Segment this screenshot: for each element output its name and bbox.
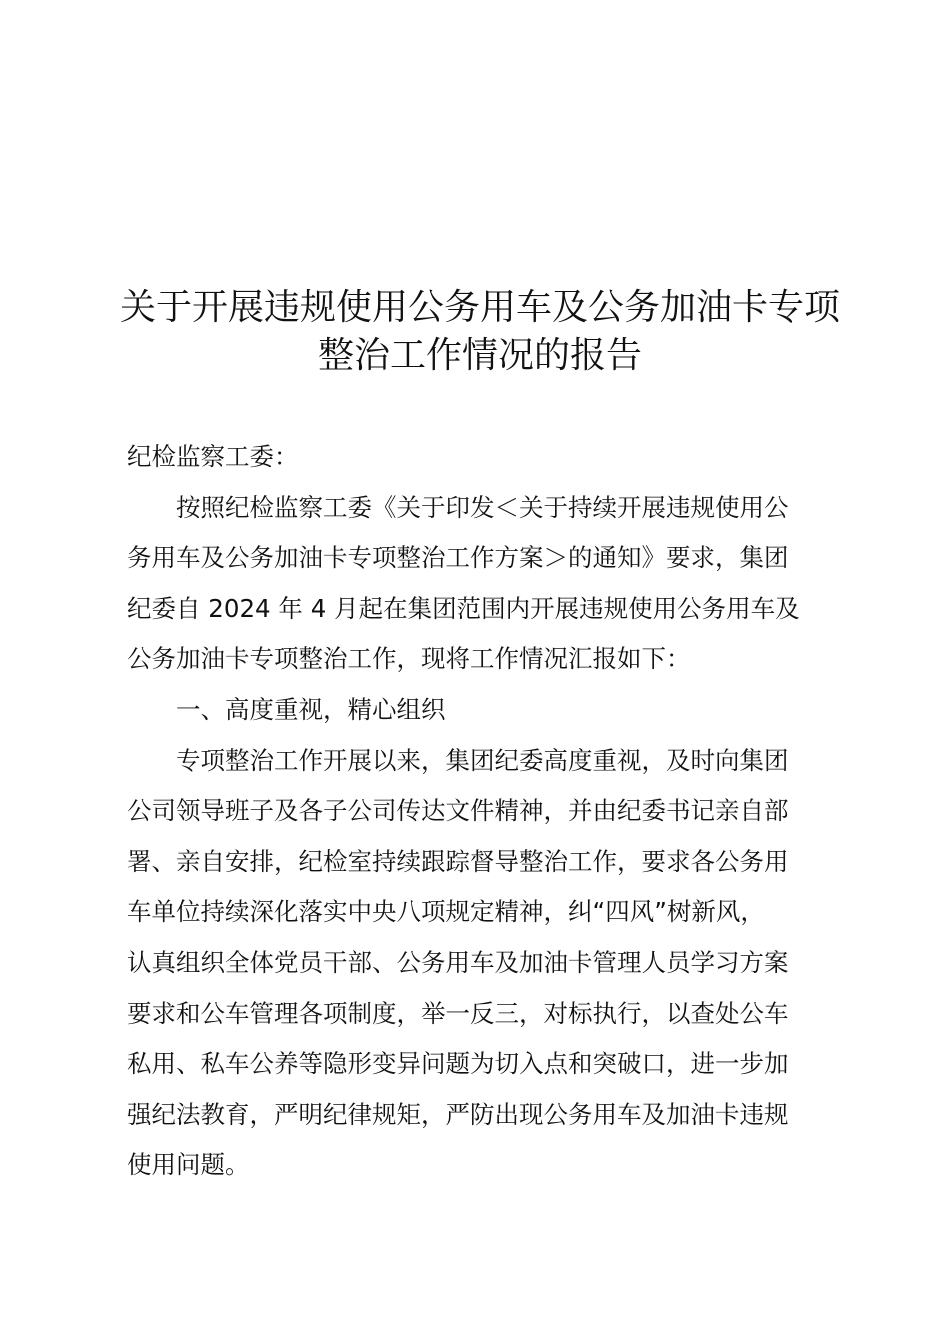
paragraph-line: 私用、私车公养等隐形变异问题为切入点和突破口，进一步加: [127, 1049, 789, 1079]
paragraph-line: 要求和公车管理各项制度，举一反三，对标执行，以查处公车: [127, 998, 789, 1028]
paragraph-line: 公务加油卡专项整治工作，现将工作情况汇报如下：: [127, 644, 691, 674]
paragraph-intro: [127, 483, 835, 685]
paragraph-line: 车单位持续深化落实中央八项规定精神，纠“四风”树新风，: [127, 897, 765, 927]
title-line-1: 关于开展违规使用公务用车及公务加油卡专项: [119, 287, 840, 328]
section-heading-1: [127, 685, 835, 736]
title-line-2: 整治工作情况的报告: [317, 335, 642, 376]
paragraph-line: 务用车及公务加油卡专项整治工作方案＞的通知》要求，集团: [127, 543, 789, 573]
paragraph-line: 纪委自 2024 年 4 月起在集团范围内开展违规使用公务用车及: [127, 593, 800, 623]
paragraph-line: 公司领导班子及各子公司传达文件精神，并由纪委书记亲自部: [127, 796, 789, 826]
paragraph-section-1: [127, 736, 835, 1191]
addressee: 纪检监察工委：: [127, 442, 299, 471]
section-heading-text: 一、高度重视，精心组织: [176, 694, 446, 724]
paragraph-line: 按照纪检监察工委《关于印发＜关于持续开展违规使用公: [176, 492, 789, 522]
document-body: [127, 432, 835, 1191]
paragraph-line: 认真组织全体党员干部、公务用车及加油卡管理人员学习方案: [127, 947, 789, 977]
paragraph-line: 专项整治工作开展以来，集团纪委高度重视，及时向集团: [176, 745, 789, 775]
paragraph-line: 使用问题。: [127, 1150, 250, 1180]
document-title: [110, 284, 850, 380]
paragraph-line: 强纪法教育，严明纪律规矩，严防出现公务用车及加油卡违规: [127, 1099, 789, 1129]
paragraph-line: 署、亲自安排，纪检室持续跟踪督导整治工作，要求各公务用: [127, 846, 789, 876]
